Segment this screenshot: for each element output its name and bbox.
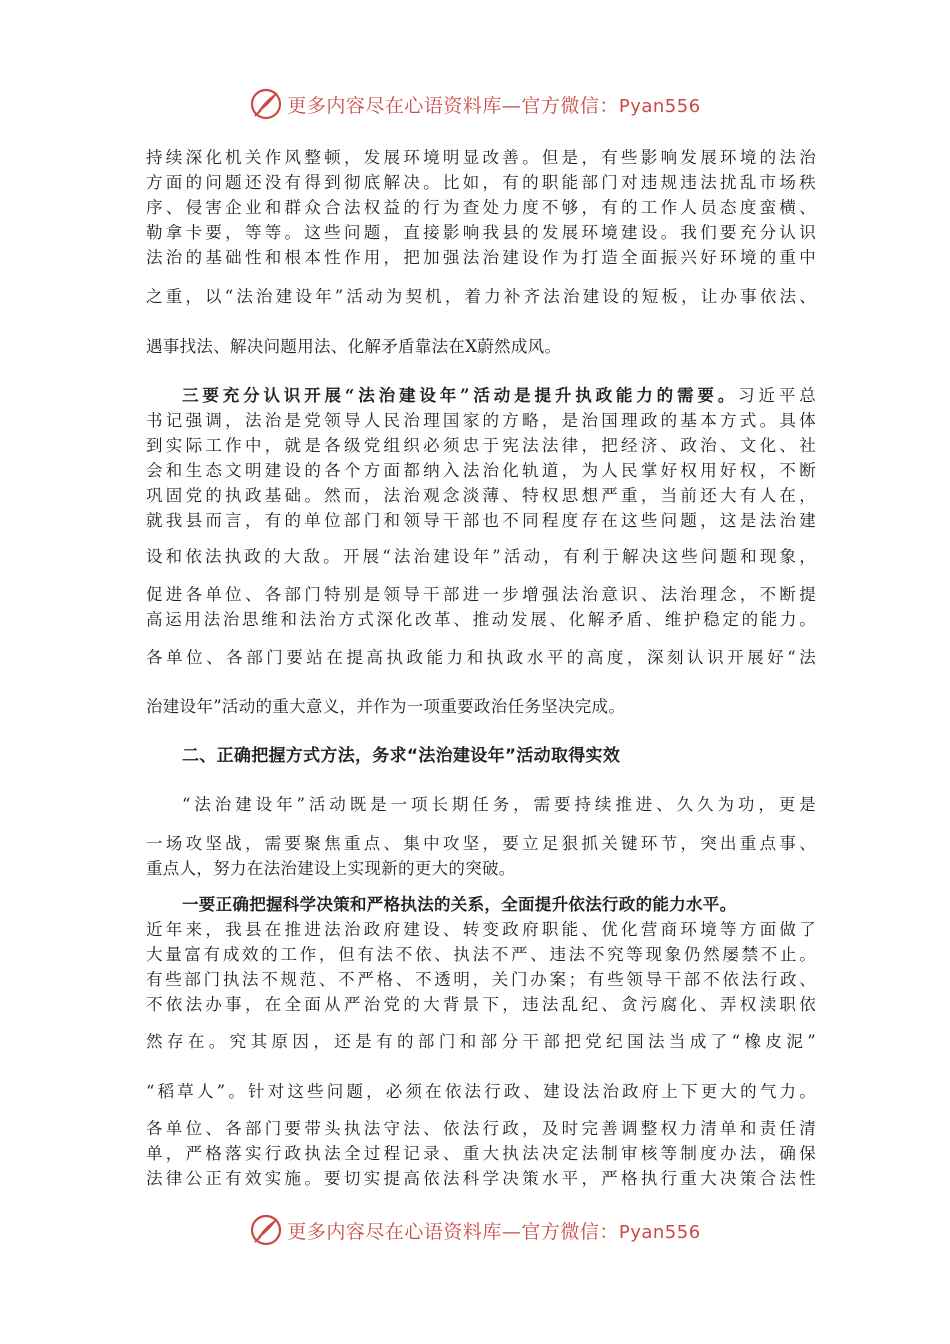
text-line: 书记强调，法治是党领导人民治理国家的方略，是治国理政的基本方式。具体 bbox=[146, 411, 816, 430]
text-line: “稻草人”。针对这些问题，必须在依法行政、建设法治政府上下更大的气力。 bbox=[146, 1082, 816, 1101]
paragraph-3-first-line bbox=[182, 383, 816, 409]
text-line: 遇事找法、解决问题用法、化解矛盾靠法在X蔚然成风。 bbox=[146, 337, 562, 356]
text-line: 勒拿卡要，等等。这些问题，直接影响我县的发展环境建设。我们要充分认识 bbox=[146, 223, 816, 242]
text-line: 各单位、各部门要带头执法守法、依法行政，及时完善调整权力清单和责任清 bbox=[146, 1119, 816, 1138]
watermark-dash: — bbox=[501, 1220, 522, 1243]
section-2-heading: 二、正确把握方式方法，务求“法治建设年”活动取得实效 bbox=[182, 746, 621, 766]
watermark-site: 更多内容尽在心语资料库 bbox=[287, 94, 502, 117]
text-line: 会和生态文明建设的各个方面都纳入法治化轨道，为人民掌好权用好权，不断 bbox=[146, 461, 816, 480]
watermark-label: 官方微信： bbox=[521, 1220, 619, 1243]
paragraph-3-rest: 习近平总 bbox=[738, 386, 816, 405]
text-line: 然存在。究其原因，还是有的部门和部分干部把党纪国法当成了“橡皮泥” bbox=[146, 1032, 816, 1051]
footer-watermark bbox=[0, 1210, 950, 1250]
header-watermark bbox=[0, 84, 950, 124]
quill-logo-icon bbox=[249, 87, 283, 121]
paragraph-one-lead: 一要正确把握科学决策和严格执法的关系，全面提升依法行政的能力水平。 bbox=[182, 895, 737, 914]
text-line: “法治建设年”活动既是一项长期任务，需要持续推进、久久为功，更是 bbox=[182, 795, 816, 814]
text-line: 就我县而言，有的单位部门和领导干部也不同程度存在这些问题，这是法治建 bbox=[146, 511, 816, 530]
text-line: 之重，以“法治建设年”活动为契机，着力补齐法治建设的短板，让办事依法、 bbox=[146, 287, 816, 306]
watermark-label: 官方微信： bbox=[521, 94, 619, 117]
text-line: 促进各单位、各部门特别是领导干部进一步增强法治意识、法治理念，不断提 bbox=[146, 585, 816, 604]
text-line: 治建设年”活动的重大意义，并作为一项重要政治任务坚决完成。 bbox=[146, 697, 626, 716]
text-line: 巩固党的执政基础。然而，法治观念淡薄、特权思想严重，当前还大有人在， bbox=[146, 486, 816, 505]
text-line: 大量富有成效的工作，但有法不依、执法不严、违法不究等现象仍然屡禁不止。 bbox=[146, 945, 816, 964]
watermark-wechat-id: Pyan556 bbox=[618, 1221, 701, 1243]
paragraph-3-lead: 三要充分认识开展“法治建设年”活动是提升执政能力的需要。 bbox=[182, 386, 739, 405]
text-line: 高运用法治思维和法治方式深化改革、推动发展、化解矛盾、维护稳定的能力。 bbox=[146, 610, 816, 629]
watermark-text bbox=[287, 91, 700, 118]
text-line: 到实际工作中，就是各级党组织必须忠于宪法法律，把经济、政治、文化、社 bbox=[146, 436, 816, 455]
text-line: 法治的基础性和根本性作用，把加强法治建设作为打造全面振兴好环境的重中 bbox=[146, 248, 816, 267]
text-line: 近年来，我县在推进法治政府建设、转变政府职能、优化营商环境等方面做了 bbox=[146, 920, 816, 939]
text-line: 持续深化机关作风整顿，发展环境明显改善。但是，有些影响发展环境的法治 bbox=[146, 148, 816, 167]
watermark-wechat-id: Pyan556 bbox=[618, 95, 701, 117]
watermark-text bbox=[287, 1217, 700, 1244]
text-line: 各单位、各部门要站在提高执政能力和执政水平的高度，深刻认识开展好“法 bbox=[146, 648, 816, 667]
quill-logo-icon bbox=[249, 1213, 283, 1247]
text-line: 序、侵害企业和群众合法权益的行为查处力度不够，有的工作人员态度蛮横、 bbox=[146, 198, 816, 217]
text-line: 方面的问题还没有得到彻底解决。比如，有的职能部门对违规违法扰乱市场秩 bbox=[146, 173, 816, 192]
text-line: 设和依法执政的大敌。开展“法治建设年”活动，有利于解决这些问题和现象， bbox=[146, 547, 816, 566]
text-line: 一场攻坚战，需要聚焦重点、集中攻坚，要立足狠抓关键环节，突出重点事、 bbox=[146, 834, 816, 853]
text-line: 单，严格落实行政执法全过程记录、重大执法决定法制审核等制度办法，确保 bbox=[146, 1144, 816, 1163]
text-line: 重点人，努力在法治建设上实现新的更大的突破。 bbox=[146, 859, 516, 878]
watermark-dash: — bbox=[501, 94, 522, 117]
text-line: 不依法办事，在全面从严治党的大背景下，违法乱纪、贪污腐化、弄权渎职依 bbox=[146, 995, 816, 1014]
watermark-site: 更多内容尽在心语资料库 bbox=[287, 1220, 502, 1243]
text-line: 有些部门执法不规范、不严格、不透明，关门办案；有些领导干部不依法行政、 bbox=[146, 970, 816, 989]
text-line: 法律公正有效实施。要切实提高依法科学决策水平，严格执行重大决策合法性 bbox=[146, 1169, 816, 1188]
